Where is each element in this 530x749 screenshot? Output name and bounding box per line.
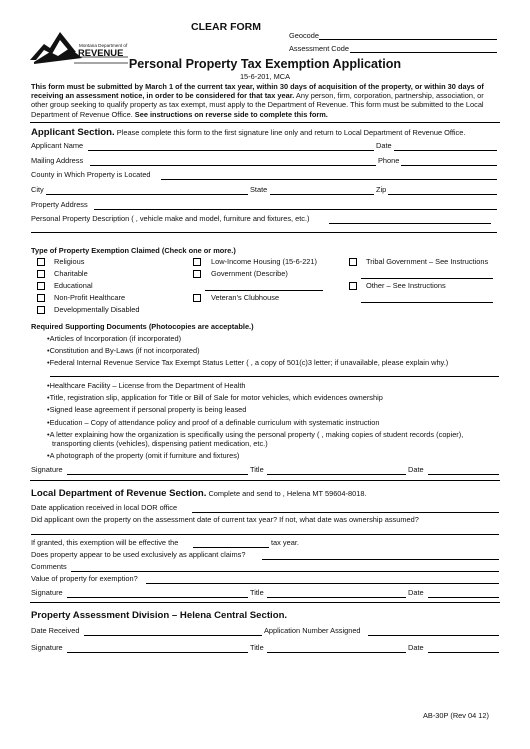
government-checkbox[interactable] xyxy=(193,270,201,278)
exclusive-use-question: Does property appear to be used exclusively as applicant claims? xyxy=(31,550,246,559)
zip-field[interactable] xyxy=(388,186,497,195)
title-label: Title xyxy=(250,588,264,597)
developmentally-disabled-label: Developmentally Disabled xyxy=(54,305,140,314)
exclusive-use-field[interactable] xyxy=(262,551,499,560)
other-checkbox[interactable] xyxy=(349,282,357,290)
low-income-housing-checkbox[interactable] xyxy=(193,258,201,266)
assessment-code-label: Assessment Code xyxy=(289,44,349,53)
assessment-code-field[interactable] xyxy=(350,44,497,53)
mailing-address-label: Mailing Address xyxy=(31,156,84,165)
date-label: Date xyxy=(408,643,424,652)
division-signature-field[interactable] xyxy=(67,644,248,653)
religious-label: Religious xyxy=(54,257,85,266)
city-field[interactable] xyxy=(46,186,248,195)
low-income-housing-label: Low-Income Housing (15-6-221) xyxy=(211,257,317,266)
developmentally-disabled-checkbox[interactable] xyxy=(37,306,45,314)
ownership-question: Did applicant own the property on the assessment date of current tax year? If not, what date was ownership assumed? xyxy=(31,515,419,524)
document-item: •A photograph of the property (omit if furniture and fixtures) xyxy=(47,451,240,460)
date-label: Date xyxy=(376,141,392,150)
tribal-government-checkbox[interactable] xyxy=(349,258,357,266)
document-item: •Articles of Incorporation (if incorporated) xyxy=(47,334,182,343)
veterans-clubhouse-checkbox[interactable] xyxy=(193,294,201,302)
value-field[interactable] xyxy=(146,575,499,584)
document-item: •Signed lease agreement if personal property is being leased xyxy=(47,405,247,414)
section-divider xyxy=(30,602,500,603)
tribal-government-label: Tribal Government – See Instructions xyxy=(366,257,489,266)
logo-subtitle: Montana Department of xyxy=(79,43,128,48)
division-title-field[interactable] xyxy=(267,644,406,653)
other-label: Other – See Instructions xyxy=(366,281,446,290)
title-label: Title xyxy=(250,465,264,474)
page-title: Personal Property Tax Exemption Application xyxy=(128,57,402,71)
document-item: •A letter explaining how the organization is specifically using the personal property ( , making copies of student records (copier), xyxy=(47,430,464,439)
title-label: Title xyxy=(250,643,264,652)
veterans-clubhouse-label: Veteran’s Clubhouse xyxy=(211,293,280,302)
document-item: •Healthcare Facility – License from the Department of Health xyxy=(47,381,246,390)
applicant-name-field[interactable] xyxy=(88,142,374,151)
applicant-name-label: Applicant Name xyxy=(31,141,84,150)
charitable-checkbox[interactable] xyxy=(37,270,45,278)
ownership-answer-field[interactable] xyxy=(31,526,499,535)
effective-label: If granted, this exemption will be effective the xyxy=(31,538,179,547)
effective-year-field[interactable] xyxy=(193,539,269,548)
form-id: AB-30P (Rev 04 12) xyxy=(422,711,489,720)
explanation-line xyxy=(50,376,499,377)
signature-label: Signature xyxy=(31,643,63,652)
other-field[interactable] xyxy=(361,294,493,303)
geocode-field[interactable] xyxy=(319,31,497,40)
division-date-received-label: Date Received xyxy=(31,626,80,635)
tax-year-label: tax year. xyxy=(271,538,299,547)
mailing-address-field[interactable] xyxy=(90,157,376,166)
county-field[interactable] xyxy=(161,171,497,180)
date-received-local-label: Date application received in local DOR office xyxy=(31,503,178,512)
educational-checkbox[interactable] xyxy=(37,282,45,290)
document-item: •Title, registration slip, application for Title or Bill of Sale for motor vehicles, which evidences ownership xyxy=(47,393,383,402)
state-label: State xyxy=(250,185,268,194)
section-divider xyxy=(30,480,500,481)
clear-form-button[interactable]: CLEAR FORM xyxy=(191,21,261,33)
government-describe-field[interactable] xyxy=(205,282,323,291)
document-item: •Education – Copy of attendance policy and proof of a definable curriculum with systematic instruction xyxy=(47,418,380,427)
property-description-label: Personal Property Description ( , vehicle make and model, furniture and fixtures, etc.) xyxy=(31,214,310,223)
nonprofit-healthcare-label: Non-Profit Healthcare xyxy=(54,293,126,302)
applicant-title-field[interactable] xyxy=(267,466,406,475)
local-section-heading: Local Department of Revenue Section. Complete and send to , Helena MT 59604-8018. xyxy=(31,488,367,499)
section-divider xyxy=(30,122,500,123)
tribal-government-field[interactable] xyxy=(361,270,493,279)
local-date-field[interactable] xyxy=(428,589,499,598)
division-section-heading: Property Assessment Division – Helena Central Section. xyxy=(31,610,288,621)
comments-label: Comments xyxy=(31,562,67,571)
documents-heading: Required Supporting Documents (Photocopies are acceptable.) xyxy=(31,322,254,331)
educational-label: Educational xyxy=(54,281,93,290)
statute-reference: 15-6-201, MCA xyxy=(239,72,291,81)
city-label: City xyxy=(31,185,44,194)
comments-field[interactable] xyxy=(71,563,499,572)
document-item: •Constitution and By-Laws (if not incorporated) xyxy=(47,346,200,355)
religious-checkbox[interactable] xyxy=(37,258,45,266)
geocode-label: Geocode xyxy=(289,31,319,40)
property-description-field[interactable] xyxy=(329,215,491,224)
document-item: •Federal Internal Revenue Service Tax Exempt Status Letter ( , a copy of 501(c)3 letter; if unavailable, please explain why.) xyxy=(47,358,449,367)
logo-title: REVENUE xyxy=(78,47,124,58)
applicant-date-field[interactable] xyxy=(428,466,499,475)
division-date-received-field[interactable] xyxy=(84,627,262,636)
exemption-heading: Type of Property Exemption Claimed (Check one or more.) xyxy=(31,246,236,255)
state-field[interactable] xyxy=(270,186,374,195)
property-description-line-2 xyxy=(31,232,497,233)
local-signature-field[interactable] xyxy=(67,589,248,598)
property-address-label: Property Address xyxy=(31,200,88,209)
date-label: Date xyxy=(408,588,424,597)
date-label: Date xyxy=(408,465,424,474)
county-label: County in Which Property is Located xyxy=(31,170,151,179)
charitable-label: Charitable xyxy=(54,269,88,278)
value-label: Value of property for exemption? xyxy=(31,574,138,583)
date-received-local-field[interactable] xyxy=(192,504,499,513)
applicant-section-heading: Applicant Section. Please complete this form to the first signature line only and return to Local Department of Revenue Office. xyxy=(31,127,466,138)
property-address-field[interactable] xyxy=(94,201,497,210)
government-label: Government (Describe) xyxy=(211,269,288,278)
applicant-signature-field[interactable] xyxy=(67,466,248,475)
signature-label: Signature xyxy=(31,588,63,597)
application-number-label: Application Number Assigned xyxy=(264,626,361,635)
zip-label: Zip xyxy=(376,185,387,194)
document-item-continued: transporting clients (vehicles), dispensing patient medication, etc.) xyxy=(52,439,268,448)
nonprofit-healthcare-checkbox[interactable] xyxy=(37,294,45,302)
intro-paragraph: This form must be submitted by March 1 of the current tax year, within 30 days of acquisition of the property, or within 30 days of receiving an assessment notice, in order to be considered for that tax year. Any person, firm, corporation, partnership, association, or other group seeking to qualify property as tax exempt, must apply to the Department of Revenue. This form must be submitted to the Local Department of Revenue Office. See instructions on reverse side to complete this form. xyxy=(31,82,484,119)
phone-field[interactable] xyxy=(401,157,497,166)
division-date-field[interactable] xyxy=(428,644,499,653)
local-title-field[interactable] xyxy=(267,589,406,598)
application-number-field[interactable] xyxy=(368,627,499,636)
date-field[interactable] xyxy=(394,142,497,151)
phone-label: Phone xyxy=(378,156,400,165)
signature-label: Signature xyxy=(31,465,63,474)
